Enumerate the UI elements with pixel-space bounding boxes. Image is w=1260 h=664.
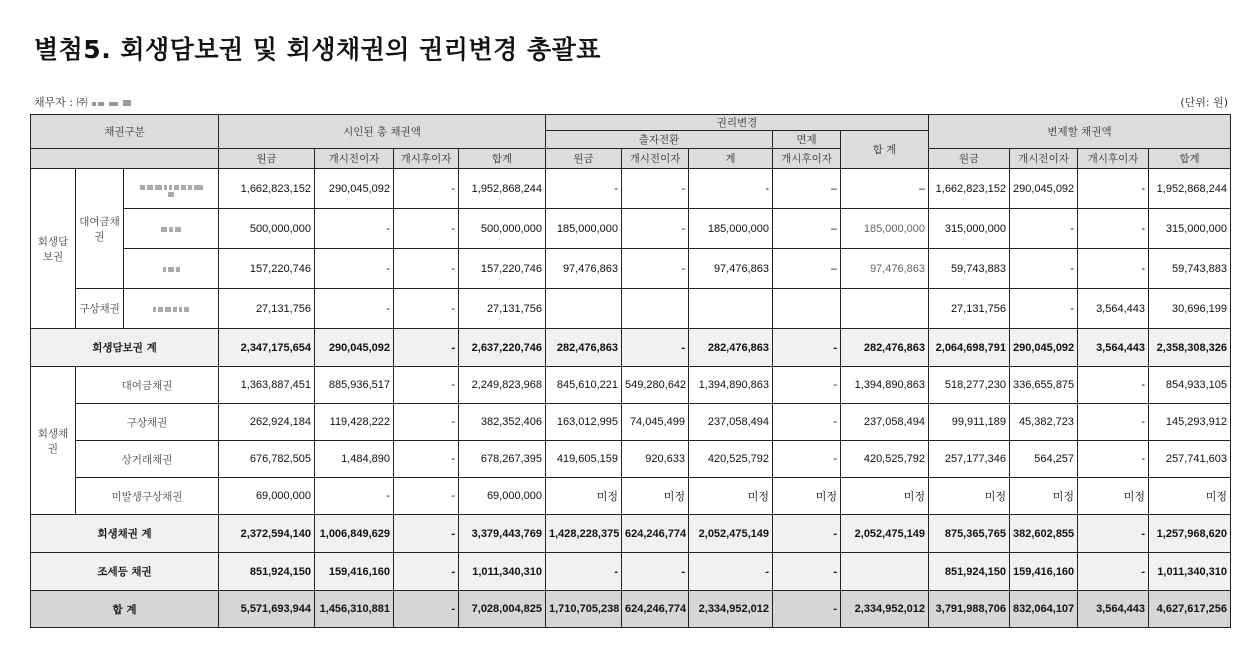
amount-cell: 1,006,849,629 <box>315 515 394 553</box>
amount-cell: 미정 <box>841 478 929 515</box>
amount-cell: - <box>1078 515 1149 553</box>
amount-cell: 미정 <box>546 478 622 515</box>
amount-cell: 419,605,159 <box>546 441 622 478</box>
amount-cell: 1,710,705,238 <box>546 591 622 628</box>
amount-cell: 2,052,475,149 <box>841 515 929 553</box>
amount-cell: 257,177,346 <box>929 441 1010 478</box>
amount-cell: 2,052,475,149 <box>689 515 773 553</box>
amount-cell: – <box>773 249 841 289</box>
amount-cell: 1,428,228,375 <box>546 515 622 553</box>
amount-cell: 69,000,000 <box>459 478 546 515</box>
header-category-spacer <box>31 149 219 169</box>
amount-cell: 382,352,406 <box>459 404 546 441</box>
amount-cell: - <box>773 591 841 628</box>
amount-cell: 69,000,000 <box>219 478 315 515</box>
amount-cell: 420,525,792 <box>689 441 773 478</box>
redacted-creditor-name <box>136 307 206 312</box>
amount-cell: 99,911,189 <box>929 404 1010 441</box>
amount-cell: 845,610,221 <box>546 367 622 404</box>
amount-cell: 119,428,222 <box>315 404 394 441</box>
amount-cell: - <box>394 169 459 209</box>
amount-cell <box>841 289 929 329</box>
header-repay-principal: 원금 <box>929 149 1010 169</box>
header-principal: 원금 <box>219 149 315 169</box>
amount-cell: - <box>1078 441 1149 478</box>
redacted-creditor-name <box>136 185 206 197</box>
amount-cell: 27,131,756 <box>929 289 1010 329</box>
grand-total-label: 합 계 <box>31 591 219 628</box>
amount-cell: 237,058,494 <box>841 404 929 441</box>
header-change-total: 합 계 <box>841 131 929 169</box>
amount-cell: 237,058,494 <box>689 404 773 441</box>
tax-label: 조세등 채권 <box>31 553 219 591</box>
amount-cell: 549,280,642 <box>622 367 689 404</box>
amount-cell: 97,476,863 <box>689 249 773 289</box>
amount-cell: - <box>394 367 459 404</box>
header-conversion: 출자전환 <box>546 131 773 149</box>
debtor-line <box>34 94 132 110</box>
amount-cell: 851,924,150 <box>929 553 1010 591</box>
amount-cell: 290,045,092 <box>1010 329 1078 367</box>
amount-cell: 1,394,890,863 <box>841 367 929 404</box>
amount-cell: 885,936,517 <box>315 367 394 404</box>
grand-total-row <box>31 591 1231 628</box>
amount-cell: 2,334,952,012 <box>689 591 773 628</box>
rehab-category-label: 대여금채권 <box>76 367 219 404</box>
group-secured: 회생담보권 <box>31 169 76 329</box>
header-conv-subtotal: 계 <box>689 149 773 169</box>
amount-cell: 2,358,308,326 <box>1149 329 1231 367</box>
redacted-creditor-name <box>136 267 206 272</box>
amount-cell <box>689 289 773 329</box>
header-repay-sum: 합계 <box>1149 149 1231 169</box>
redacted-debtor-name <box>91 96 132 109</box>
amount-cell: 3,564,443 <box>1078 289 1149 329</box>
amount-cell: - <box>773 367 841 404</box>
amount-cell: - <box>773 329 841 367</box>
amount-cell: 290,045,092 <box>315 329 394 367</box>
amount-cell: 1,662,823,152 <box>929 169 1010 209</box>
amount-cell: 382,602,855 <box>1010 515 1078 553</box>
secured-subtotal-label: 회생담보권 계 <box>31 329 219 367</box>
header-exemption: 면제 <box>773 131 841 149</box>
amount-cell: - <box>394 441 459 478</box>
header-acknowledged: 시인된 총 채권액 <box>219 115 546 149</box>
header-exempt-post-interest: 개시후이자 <box>773 149 841 169</box>
amount-cell: - <box>315 209 394 249</box>
amount-cell: - <box>773 515 841 553</box>
amount-cell: 4,627,617,256 <box>1149 591 1231 628</box>
amount-cell: 624,246,774 <box>622 591 689 628</box>
amount-cell: 2,249,823,968 <box>459 367 546 404</box>
rehab-category-label: 상거래채권 <box>76 441 219 478</box>
table-row <box>31 404 1231 441</box>
amount-cell: - <box>1010 209 1078 249</box>
amount-cell: 1,011,340,310 <box>459 553 546 591</box>
amount-cell: - <box>394 249 459 289</box>
amount-cell: 159,416,160 <box>315 553 394 591</box>
amount-cell: – <box>841 169 929 209</box>
amount-cell: - <box>689 169 773 209</box>
header-conv-principal: 원금 <box>546 149 622 169</box>
amount-cell: 920,633 <box>622 441 689 478</box>
amount-cell: 30,696,199 <box>1149 289 1231 329</box>
amount-cell: 45,382,723 <box>1010 404 1078 441</box>
amount-cell: - <box>622 169 689 209</box>
creditor-name-cell <box>124 209 219 249</box>
header-repay-pre-interest: 개시전이자 <box>1010 149 1078 169</box>
table-row <box>31 289 1231 329</box>
amount-cell <box>841 553 929 591</box>
amount-cell: - <box>1078 553 1149 591</box>
header-repay-post-interest: 개시후이자 <box>1078 149 1149 169</box>
amount-cell: 282,476,863 <box>546 329 622 367</box>
amount-cell: - <box>1078 209 1149 249</box>
amount-cell: 3,564,443 <box>1078 329 1149 367</box>
amount-cell: 1,484,890 <box>315 441 394 478</box>
amount-cell: – <box>773 209 841 249</box>
header-pre-interest: 개시전이자 <box>315 149 394 169</box>
amount-cell: 282,476,863 <box>841 329 929 367</box>
amount-cell: 3,379,443,769 <box>459 515 546 553</box>
amount-cell: 875,365,765 <box>929 515 1010 553</box>
amount-cell: 564,257 <box>1010 441 1078 478</box>
amount-cell: 518,277,230 <box>929 367 1010 404</box>
amount-cell: - <box>773 404 841 441</box>
amount-cell: 27,131,756 <box>459 289 546 329</box>
amount-cell: 1,363,887,451 <box>219 367 315 404</box>
amount-cell: - <box>546 169 622 209</box>
debtor-label: 채무자 : ㈜ <box>34 96 88 109</box>
amount-cell: - <box>1078 404 1149 441</box>
amount-cell: 624,246,774 <box>622 515 689 553</box>
amount-cell: - <box>773 553 841 591</box>
header-repay: 변제할 채권액 <box>929 115 1231 149</box>
header-rights-change: 권리변경 <box>546 115 929 131</box>
amount-cell: 2,372,594,140 <box>219 515 315 553</box>
amount-cell: 27,131,756 <box>219 289 315 329</box>
header-sum: 합계 <box>459 149 546 169</box>
amount-cell: 1,952,868,244 <box>459 169 546 209</box>
header-post-interest: 개시후이자 <box>394 149 459 169</box>
creditor-name-cell <box>124 249 219 289</box>
amount-cell: - <box>1078 367 1149 404</box>
amount-cell: 257,741,603 <box>1149 441 1231 478</box>
amount-cell: - <box>315 478 394 515</box>
amount-cell: 500,000,000 <box>219 209 315 249</box>
amount-cell: 97,476,863 <box>546 249 622 289</box>
amount-cell: 290,045,092 <box>315 169 394 209</box>
amount-cell <box>773 289 841 329</box>
amount-cell: 282,476,863 <box>689 329 773 367</box>
amount-cell: 315,000,000 <box>1149 209 1231 249</box>
amount-cell: 2,064,698,791 <box>929 329 1010 367</box>
amount-cell: – <box>773 169 841 209</box>
creditor-name-cell <box>124 169 219 209</box>
amount-cell: 2,637,220,746 <box>459 329 546 367</box>
rehab-subtotal-row <box>31 515 1231 553</box>
amount-cell: 500,000,000 <box>459 209 546 249</box>
amount-cell: 262,924,184 <box>219 404 315 441</box>
amount-cell: 163,012,995 <box>546 404 622 441</box>
redacted-creditor-name <box>136 227 206 232</box>
amount-cell: - <box>315 289 394 329</box>
amount-cell: 420,525,792 <box>841 441 929 478</box>
amount-cell: 1,011,340,310 <box>1149 553 1231 591</box>
amount-cell <box>546 289 622 329</box>
amount-cell: 336,655,875 <box>1010 367 1078 404</box>
amount-cell: - <box>622 329 689 367</box>
secured-subtotal-row <box>31 329 1231 367</box>
amount-cell: - <box>394 591 459 628</box>
amount-cell <box>622 289 689 329</box>
amount-cell: 74,045,499 <box>622 404 689 441</box>
amount-cell: 678,267,395 <box>459 441 546 478</box>
table-row <box>31 169 1231 209</box>
table-row <box>31 249 1231 289</box>
amount-cell: 5,571,693,944 <box>219 591 315 628</box>
rights-change-summary-table <box>30 114 1231 628</box>
amount-cell: 1,257,968,620 <box>1149 515 1231 553</box>
header-conv-pre-interest: 개시전이자 <box>622 149 689 169</box>
amount-cell: 미정 <box>622 478 689 515</box>
amount-cell: 1,952,868,244 <box>1149 169 1231 209</box>
amount-cell: 미정 <box>689 478 773 515</box>
rehab-subtotal-label: 회생채권 계 <box>31 515 219 553</box>
amount-cell: 59,743,883 <box>1149 249 1231 289</box>
amount-cell: - <box>1078 249 1149 289</box>
amount-cell: - <box>394 209 459 249</box>
amount-cell: 97,476,863 <box>841 249 929 289</box>
amount-cell: 832,064,107 <box>1010 591 1078 628</box>
tax-row <box>31 553 1231 591</box>
rehab-category-label: 구상채권 <box>76 404 219 441</box>
page-title: 별첨5. 회생담보권 및 회생채권의 권리변경 총괄표 <box>34 35 601 64</box>
amount-cell: - <box>394 404 459 441</box>
amount-cell: 157,220,746 <box>459 249 546 289</box>
amount-cell: - <box>394 478 459 515</box>
amount-cell: 59,743,883 <box>929 249 1010 289</box>
subgroup-indemnity: 구상채권 <box>76 289 124 329</box>
amount-cell: 7,028,004,825 <box>459 591 546 628</box>
amount-cell: 1,456,310,881 <box>315 591 394 628</box>
amount-cell: 1,662,823,152 <box>219 169 315 209</box>
unit-label: (단위: 원) <box>1180 96 1228 109</box>
amount-cell: 3,564,443 <box>1078 591 1149 628</box>
amount-cell: 145,293,912 <box>1149 404 1231 441</box>
amount-cell: - <box>546 553 622 591</box>
table-row <box>31 478 1231 515</box>
amount-cell: 185,000,000 <box>841 209 929 249</box>
header-category: 채권구분 <box>31 115 219 149</box>
amount-cell: - <box>394 515 459 553</box>
amount-cell: - <box>622 249 689 289</box>
amount-cell: 290,045,092 <box>1010 169 1078 209</box>
amount-cell: 185,000,000 <box>689 209 773 249</box>
amount-cell: 159,416,160 <box>1010 553 1078 591</box>
amount-cell: 676,782,505 <box>219 441 315 478</box>
amount-cell: 2,334,952,012 <box>841 591 929 628</box>
amount-cell: - <box>315 249 394 289</box>
amount-cell: 1,394,890,863 <box>689 367 773 404</box>
amount-cell: 185,000,000 <box>546 209 622 249</box>
amount-cell: - <box>622 553 689 591</box>
amount-cell: 3,791,988,706 <box>929 591 1010 628</box>
amount-cell: 미정 <box>1078 478 1149 515</box>
amount-cell: 851,924,150 <box>219 553 315 591</box>
amount-cell: 854,933,105 <box>1149 367 1231 404</box>
subgroup-loan: 대여금채권 <box>76 169 124 289</box>
table-row <box>31 209 1231 249</box>
amount-cell: - <box>394 553 459 591</box>
creditor-name-cell <box>124 289 219 329</box>
amount-cell: - <box>394 329 459 367</box>
amount-cell: - <box>1010 289 1078 329</box>
amount-cell: - <box>394 289 459 329</box>
amount-cell: 미정 <box>773 478 841 515</box>
amount-cell: 미정 <box>1149 478 1231 515</box>
amount-cell: 미정 <box>929 478 1010 515</box>
amount-cell: 315,000,000 <box>929 209 1010 249</box>
table-row <box>31 441 1231 478</box>
group-rehab: 회생채권 <box>31 367 76 515</box>
amount-cell: - <box>689 553 773 591</box>
amount-cell: - <box>1078 169 1149 209</box>
amount-cell: - <box>1010 249 1078 289</box>
amount-cell: 157,220,746 <box>219 249 315 289</box>
amount-cell: - <box>622 209 689 249</box>
amount-cell: 미정 <box>1010 478 1078 515</box>
amount-cell: - <box>773 441 841 478</box>
table-row <box>31 367 1231 404</box>
amount-cell: 2,347,175,654 <box>219 329 315 367</box>
rehab-category-label: 미발생구상채권 <box>76 478 219 515</box>
